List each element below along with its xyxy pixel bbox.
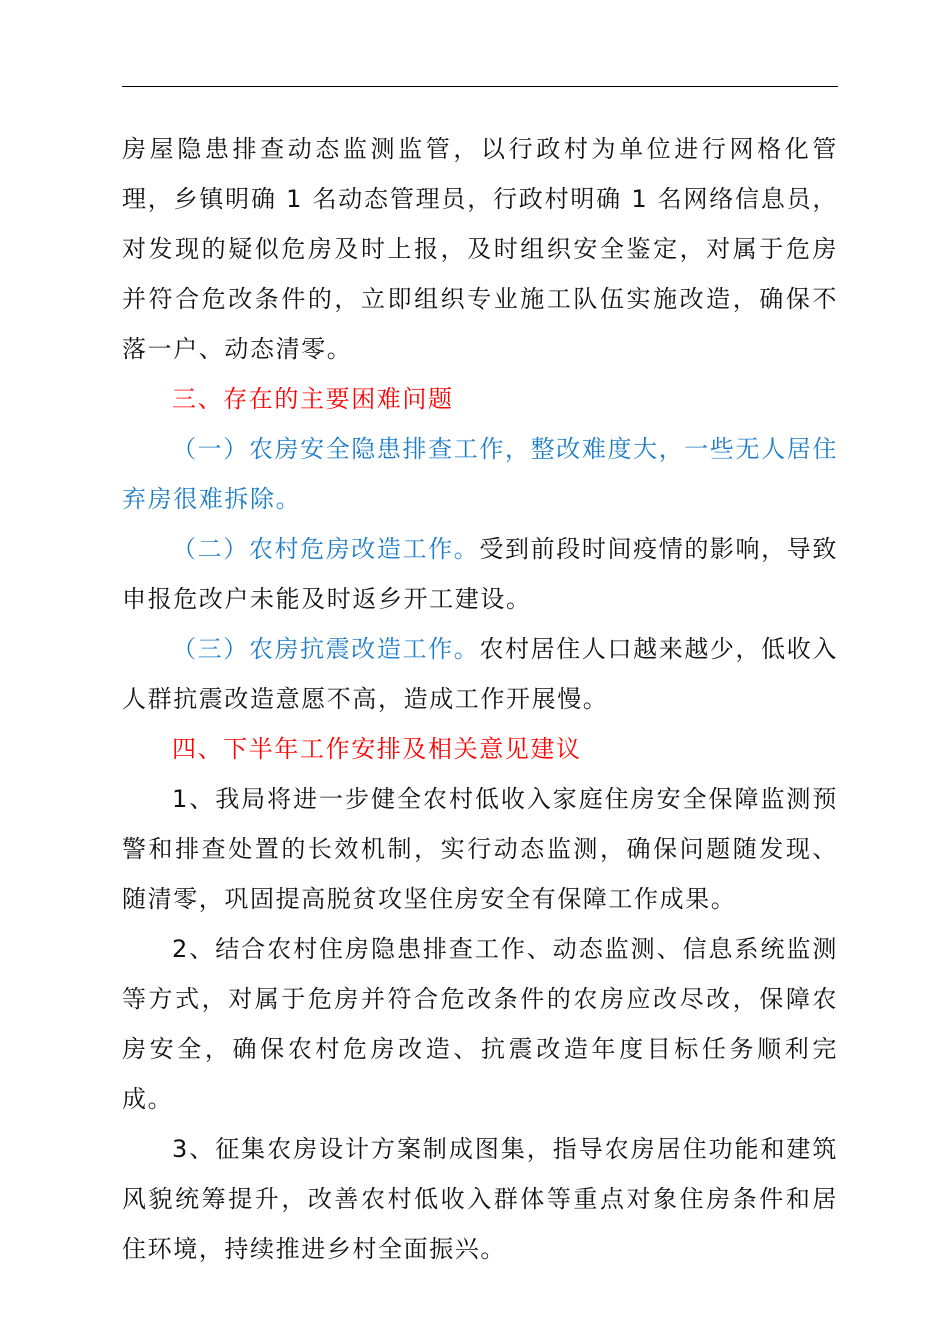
header-rule [122, 86, 838, 87]
list-item-4-1: 1、我局将进一步健全农村低收入家庭住房安全保障监测预警和排查处置的长效机制，实行动态监测，确保问题随发现、随清零，巩固提高脱贫攻坚住房安全有保障工作成果。 [122, 785, 838, 913]
paragraph-continued: 房屋隐患排查动态监测监管，以行政村为单位进行网格化管理，乡镇明确 1 名动态管理员，行政村明确 1 名网络信息员，对发现的疑似危房及时上报，及时组织安全鉴定，对属于危房并符合危改条件的，立即组织专业施工队伍实施改造，确保不落一户、动态清零。 [122, 135, 838, 363]
subsection-3-2 [122, 524, 838, 624]
section-heading-4: 四、下半年工作安排及相关意见建议 [172, 735, 582, 763]
list-item-4-3: 3、征集农房设计方案制成图集，指导农房居住功能和建筑风貌统筹提升，改善农村低收入群体等重点对象住房条件和居住环境，持续推进乡村全面振兴。 [122, 1135, 838, 1263]
document-body [122, 124, 838, 1274]
subsection-3-3 [122, 624, 838, 724]
subsection-3-2-body: 受到前段时间疫情的影响，导致申报危改户未能及时返乡开工建设。 [122, 535, 838, 613]
subsection-3-2-title: （二）农村危房改造工作。 [172, 535, 480, 563]
section-heading-3: 三、存在的主要困难问题 [172, 385, 454, 413]
subsection-3-1: （一）农房安全隐患排查工作，整改难度大，一些无人居住弃房很难拆除。 [122, 435, 838, 513]
subsection-3-3-body: 农村居住人口越来越少，低收入人群抗震改造意愿不高，造成工作开展慢。 [122, 635, 838, 713]
subsection-3-3-title: （三）农房抗震改造工作。 [172, 635, 480, 663]
list-item-4-2: 2、结合农村住房隐患排查工作、动态监测、信息系统监测等方式，对属于危房并符合危改条件的农房应改尽改，保障农房安全，确保农村危房改造、抗震改造年度目标任务顺利完成。 [122, 935, 838, 1113]
